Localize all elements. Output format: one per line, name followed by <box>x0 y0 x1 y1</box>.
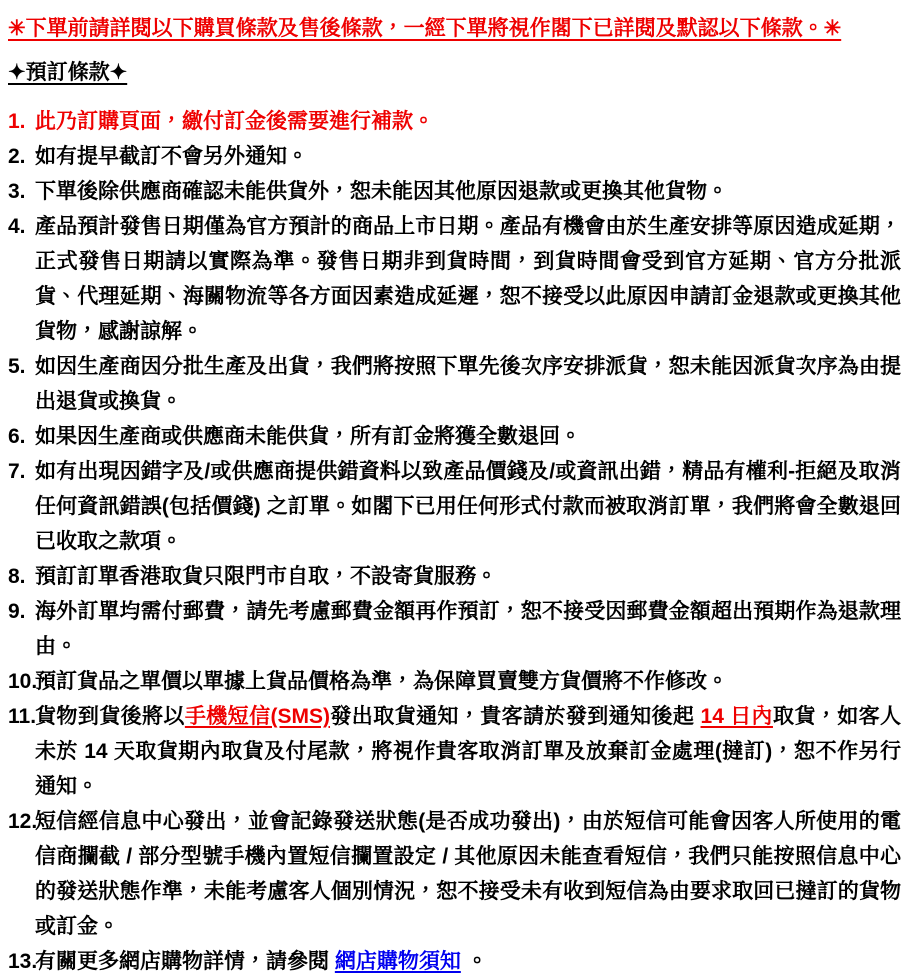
term-text: 有關更多網店購物詳情，請參閱 網店購物須知 。 <box>35 950 488 973</box>
term-number: 12. <box>8 810 38 833</box>
section-title-preorder-terms: ✦預訂條款✦ <box>8 61 128 84</box>
term-item-5 <box>8 349 901 419</box>
term-text: 如果因生產商或供應商未能供貨，所有訂金將獲全數退回。 <box>35 425 581 448</box>
term-number: 3. <box>8 180 26 203</box>
term-text: 下單後除供應商確認未能供貨外，恕未能因其他原因退款或更換其他貨物。 <box>35 180 728 203</box>
term-item-12 <box>8 804 901 944</box>
term-item-11 <box>8 699 901 804</box>
term-text: 海外訂單均需付郵費，請先考慮郵費金額再作預訂，恕不接受因郵費金額超出預期作為退款理由。 <box>35 600 901 658</box>
term-item-3 <box>8 174 901 209</box>
term-text: 預訂訂單香港取貨只限門市自取，不設寄貨服務。 <box>35 565 497 588</box>
term-item-9 <box>8 594 901 664</box>
term-text: 預訂貨品之單價以單據上貨品價格為準，為保障買賣雙方貨價將不作修改。 <box>35 670 728 693</box>
term-text: 如有出現因錯字及/或供應商提供錯資料以致產品價錢及/或資訊出錯，精品有權利-拒絕及取消任何資訊錯誤(包括價錢) 之訂單。如閣下已用任何形式付款而被取消訂單，我們將會全數退回已收取之款項。 <box>35 460 901 553</box>
term-item-2 <box>8 139 901 174</box>
term-number: 6. <box>8 425 26 448</box>
term-item-13 <box>8 944 901 979</box>
term-number: 2. <box>8 145 26 168</box>
term-number: 11. <box>8 705 37 728</box>
pickup-deadline-emphasis: 14 日內 <box>700 705 773 728</box>
term-number: 10. <box>8 670 38 693</box>
term-number: 8. <box>8 565 26 588</box>
term-text: 短信經信息中心發出，並會記錄發送狀態(是否成功發出)，由於短信可能會因客人所使用的電信商攔截 / 部分型號手機內置短信攔置設定 / 其他原因未能查看短信，我們只能按照信息中心的發送狀態作準，未能考慮客人個別情況，恕不接受未有收到短信為由要求取回已撻訂的貨物或訂金。 <box>35 810 901 938</box>
term-item-6 <box>8 419 901 454</box>
pre-order-warning-banner: ✳下單前請詳閱以下購買條款及售後條款，一經下單將視作閣下已詳閱及默認以下條款。✳ <box>8 17 842 40</box>
terms-list <box>8 104 901 979</box>
shop-guide-link[interactable]: 網店購物須知 <box>334 950 461 973</box>
term-text: 貨物到貨後將以手機短信(SMS)發出取貨通知，貴客請於發到通知後起 14 日內取貨，如客人未於 14 天取貨期內取貨及付尾款，將視作貴客取消訂單及放棄訂金處理(撻訂)，恕不作另行通知。 <box>35 705 902 798</box>
term-item-10 <box>8 664 901 699</box>
term-item-1 <box>8 104 901 139</box>
term-number: 7. <box>8 460 26 483</box>
term-text: 如因生產商因分批生產及出貨，我們將按照下單先後次序安排派貨，恕未能因派貨次序為由提出退貨或換貨。 <box>35 355 901 413</box>
sms-notice-emphasis: 手機短信(SMS) <box>184 705 330 728</box>
term-number: 1. <box>8 110 26 133</box>
term-text: 此乃訂購頁面，繳付訂金後需要進行補款。 <box>35 110 434 133</box>
term-item-7 <box>8 454 901 559</box>
term-text: 如有提早截訂不會另外通知。 <box>35 145 308 168</box>
term-item-4 <box>8 209 901 349</box>
term-number: 5. <box>8 355 26 378</box>
term-number: 9. <box>8 600 26 623</box>
term-item-8 <box>8 559 901 594</box>
term-number: 13. <box>8 950 38 973</box>
term-text: 產品預計發售日期僅為官方預計的商品上市日期。產品有機會由於生產安排等原因造成延期，正式發售日期請以實際為準。發售日期非到貨時間，到貨時間會受到官方延期、官方分批派貨、代理延期、海關物流等各方面因素造成延遲，恕不接受以此原因申請訂金退款或更換其他貨物，感謝諒解。 <box>35 215 901 343</box>
term-number: 4. <box>8 215 26 238</box>
